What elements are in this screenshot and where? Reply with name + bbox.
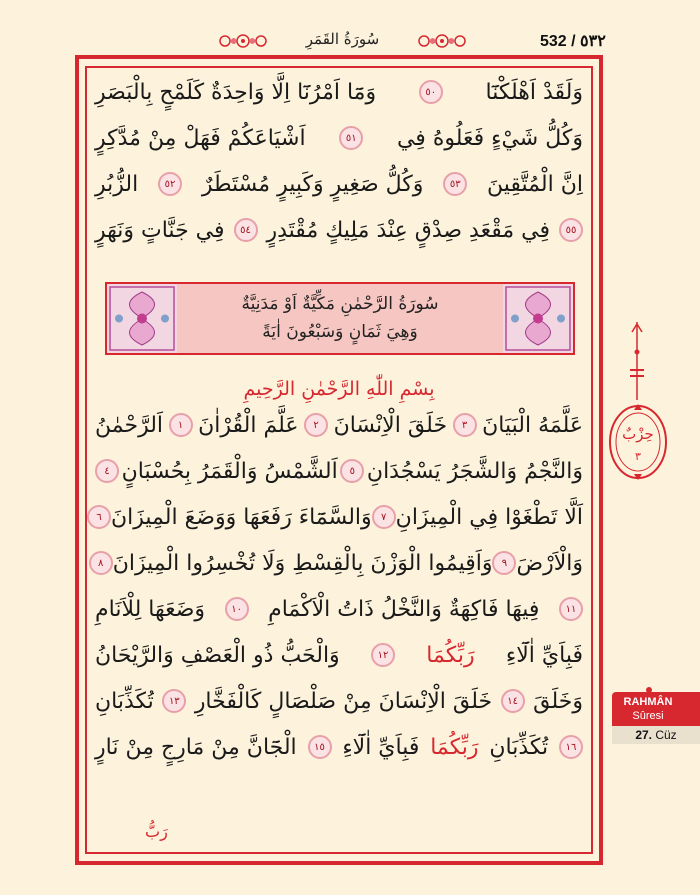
- surah-side-tab: [612, 692, 700, 744]
- surah-tab-sub: Sûresi: [632, 710, 664, 722]
- surah-intro-box: [105, 282, 575, 355]
- verse-text: وَخَلَقَ: [533, 688, 583, 714]
- verse-text: اَلرَّحْمٰنُ: [95, 412, 164, 438]
- ayah-number-marker: ١٤: [501, 689, 525, 713]
- verse-line: [95, 164, 583, 204]
- verse-text: وَمَٓا اَمْرُنَٓا اِلَّا وَاحِدَةٌ كَلَمْحٍ بِالْبَصَرِ: [95, 79, 377, 105]
- juz-label: Cüz: [655, 728, 677, 742]
- verse-line: [95, 589, 583, 629]
- verse-text: وَالْاَرْضَ: [516, 550, 583, 576]
- surah-tab-name: RAHMÂN: [623, 696, 673, 708]
- verse-text: تُكَذِّبَانِ: [95, 688, 154, 714]
- verse-line: [95, 451, 583, 491]
- ayah-number-marker: ١٥: [308, 735, 332, 759]
- verse-text: تُكَذِّبَانِ: [489, 734, 549, 760]
- verse-text: اَلشَّمْسُ وَالْقَمَرُ بِحُسْبَانٍ: [121, 458, 338, 484]
- ayah-number-marker: ١٢: [371, 643, 395, 667]
- verse-line: [95, 405, 583, 445]
- verse-line: [95, 727, 583, 767]
- ayah-number-marker: ٥٠: [419, 80, 443, 104]
- verse-text: الزُّبُرِ: [95, 171, 139, 197]
- verse-text: وَالْحَبُّ ذُو الْعَصْفِ وَالرَّيْحَانُ: [95, 642, 340, 668]
- verse-text: فِي مَقْعَدِ صِدْقٍ عِنْدَ مَلِيكٍ مُقْتَدِرٍ: [266, 217, 550, 243]
- verse-text: خَلَقَ الْاِنْسَانَ مِنْ صَلْصَالٍ كَالْفَخَّارِ: [194, 688, 493, 714]
- hizb-label: حِزْبٌ: [622, 425, 654, 443]
- header-ornament-left-icon: [217, 33, 269, 49]
- ayah-number-marker: ٨: [89, 551, 113, 575]
- ayah-number-marker: ١٠: [225, 597, 249, 621]
- verse-text: وَكُلُّ صَغِيرٍ وَكَبِيرٍ مُسْتَطَرٌ: [201, 171, 424, 197]
- surah-tab-header: [612, 692, 700, 726]
- verse-text-highlight: رَبِّكُمَا: [426, 642, 475, 668]
- verse-text: وَكُلُّ شَيْءٍ فَعَلُوهُ فِي: [396, 125, 583, 151]
- juz-indicator: [612, 726, 700, 744]
- floral-ornament-right-icon: [503, 284, 573, 353]
- verse-line: [95, 543, 583, 583]
- verse-line: [95, 681, 583, 721]
- ayah-number-marker: ٥٢: [158, 172, 182, 196]
- verse-text: فَبِاَيِّ اٰلَٓاءِ: [342, 734, 420, 760]
- verse-text: وَالنَّجْمُ وَالشَّجَرُ يَسْجُدَانِ: [366, 458, 583, 484]
- tab-dot-icon: [646, 687, 652, 693]
- verse-text: فِي جَنَّاتٍ وَنَهَرٍ: [95, 217, 225, 243]
- verse-line: [95, 118, 583, 158]
- verse-text: اِنَّ الْمُتَّقِينَ: [487, 171, 583, 197]
- ayah-number-marker: ٣: [453, 413, 477, 437]
- ayah-number-marker: ١٣: [162, 689, 186, 713]
- ayah-number-marker: ٥٣: [443, 172, 467, 196]
- basmala: بِسْمِ اللّٰهِ الرَّحْمٰنِ الرَّحِيمِ: [243, 378, 435, 400]
- verse-line: [95, 210, 583, 250]
- verse-text: خَلَقَ الْاِنْسَانَ: [333, 412, 448, 438]
- verse-text: اَشْيَاعَكُمْ فَهَلْ مِنْ مُدَّكِرٍ: [95, 125, 306, 151]
- ayah-number-marker: ٥: [340, 459, 364, 483]
- ayah-number-marker: ٢: [304, 413, 328, 437]
- ayah-number-marker: ٥١: [339, 126, 363, 150]
- ayah-number-marker: ٥٥: [559, 218, 583, 242]
- surah-intro-line-2: وَهِيَ ثَمَانٍ وَسَبْعُونَ اٰيَةً: [262, 322, 418, 342]
- verse-line: [95, 635, 583, 675]
- header-ornament-right-icon: [416, 33, 468, 49]
- verse-text: عَلَّمَهُ الْبَيَانَ: [482, 412, 583, 438]
- verse-text: وَضَعَهَا لِلْاَنَامِ: [95, 596, 206, 622]
- verse-line: [95, 72, 583, 112]
- ayah-number-marker: ١: [169, 413, 193, 437]
- verse-text-highlight: رَبِّكُمَا: [430, 734, 479, 760]
- ayah-number-marker: ٥٤: [234, 218, 258, 242]
- hizb-marker: [607, 403, 669, 481]
- verse-text: وَاَقِيمُوا الْوَزْنَ بِالْقِسْطِ وَلَا تُخْسِرُوا الْمِيزَانَ: [112, 550, 493, 576]
- ayah-number-marker: ٩: [492, 551, 516, 575]
- ayah-number-marker: ١١: [559, 597, 583, 621]
- juz-number: 27.: [635, 728, 652, 742]
- floral-ornament-left-icon: [107, 284, 177, 353]
- ayah-number-marker: ٦: [87, 505, 111, 529]
- verse-text: اَلَّا تَطْغَوْا فِي الْمِيزَانِ: [395, 504, 583, 530]
- hizb-number: ٣: [635, 450, 641, 463]
- ayah-number-marker: ١٦: [559, 735, 583, 759]
- surah-intro-line-1: سُورَةُ الرَّحْمٰنِ مَكِّيَّةٌ اَوْ مَدَنِيَّةٌ: [241, 294, 439, 314]
- verse-text: فِيهَا فَاكِهَةٌ وَالنَّخْلُ ذَاتُ الْاَكْمَامِ: [268, 596, 540, 622]
- verse-line: [95, 497, 583, 537]
- verse-text: الْجَٓانَّ مِنْ مَارِجٍ مِنْ نَارٍ: [95, 734, 297, 760]
- verse-text: عَلَّمَ الْقُرْاٰنَ: [198, 412, 299, 438]
- page-surah-title: سُورَةُ القَمَرِ: [305, 30, 380, 48]
- page-number: 532 / ٥٣٢: [540, 33, 606, 50]
- catchword: رَبُّ: [145, 822, 168, 841]
- ayah-number-marker: ٧: [372, 505, 396, 529]
- verse-text: وَلَقَدْ اَهْلَكْنَٓا: [485, 79, 583, 105]
- verse-text: وَالسَّمَٓاءَ رَفَعَهَا وَوَضَعَ الْمِيزَانَ: [111, 504, 372, 530]
- verse-text: فَبِاَيِّ اٰلَٓاءِ: [505, 642, 583, 668]
- margin-ornament-icon: [627, 322, 647, 400]
- ayah-number-marker: ٤: [95, 459, 119, 483]
